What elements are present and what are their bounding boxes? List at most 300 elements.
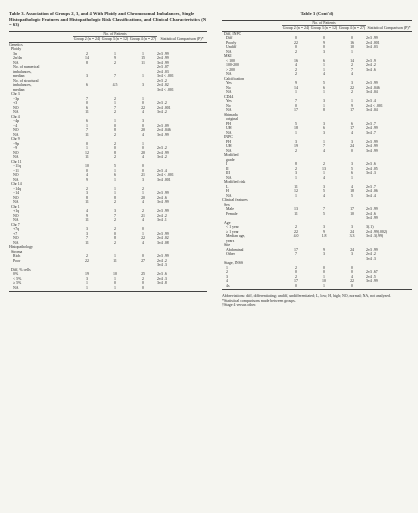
count-cell: 2: [114, 110, 116, 115]
count-cell: 27: [141, 258, 145, 263]
row-label: Chr 1: [11, 204, 20, 209]
row-label: 4: [226, 279, 228, 284]
count-cell: 1: [323, 103, 325, 108]
count-cell: 0: [323, 36, 325, 41]
row-label: median: [13, 74, 25, 79]
count-cell: 3: [323, 121, 325, 126]
count-cell: 9: [114, 56, 116, 61]
count-cell: 3: [323, 99, 325, 104]
row-label: Stroma: [11, 249, 23, 254]
comparison-cell: 2v3 .99: [157, 209, 169, 214]
row-label: UH: [226, 126, 232, 131]
count-cell: 4: [323, 175, 325, 180]
right-data-table: [222, 20, 412, 291]
count-cell: 16: [294, 58, 298, 63]
comparison-cell: 2v3 .7: [366, 184, 376, 189]
count-cell: 2: [114, 218, 116, 223]
count-cell: 0: [142, 123, 144, 128]
count-cell: 6: [86, 119, 88, 124]
comparison-cell: 2v3 .99: [366, 81, 378, 86]
comparison-cell: 2v3 .2: [157, 101, 167, 106]
count-cell: 3: [142, 177, 144, 182]
comparison-cell: 2v4 .03: [157, 69, 169, 74]
count-cell: 3: [323, 184, 325, 189]
row-label: NA: [13, 177, 19, 182]
count-cell: 21: [141, 213, 145, 218]
count-cell: 6: [86, 105, 88, 110]
comparison-cell: 2v4 .046: [366, 85, 380, 90]
count-cell: 1: [114, 177, 116, 182]
row-label: NA: [226, 193, 232, 198]
count-cell: 4: [323, 148, 325, 153]
row-label: Histopathology: [9, 245, 33, 250]
count-cell: 7: [323, 144, 325, 149]
count-cell: 11: [141, 60, 145, 65]
row-label: median: [13, 87, 25, 92]
count-cell: 20: [141, 128, 145, 133]
comparison-cell: 2v3 .6: [366, 162, 376, 167]
row-label: ≥ 1 year: [226, 229, 239, 234]
count-cell: 22: [350, 279, 354, 284]
comparison-cell: 3v4 .3(.99): [366, 234, 384, 239]
count-cell: 17: [294, 279, 298, 284]
comparison-cell: 3v4 .3: [157, 263, 167, 268]
row-label: NO: [13, 128, 19, 133]
count-cell: 0: [295, 45, 297, 50]
row-label: −9p: [13, 141, 20, 146]
count-cell: 17: [350, 207, 354, 212]
count-cell: 3: [351, 252, 353, 257]
count-cell: 3: [351, 139, 353, 144]
count-cell: 6: [323, 126, 325, 131]
count-cell: 24: [350, 229, 354, 234]
row-label: Chr 9: [11, 137, 20, 142]
count-cell: 0: [295, 283, 297, 288]
count-cell: 18: [294, 126, 298, 131]
row-label: H: [226, 189, 229, 194]
count-cell: 10: [85, 164, 89, 169]
comparison-cell: 3v4 .7: [366, 130, 376, 135]
row-label: Chr 7: [11, 222, 20, 227]
row-label: +3: [13, 101, 18, 106]
count-cell: 5: [351, 193, 353, 198]
count-cell: 4: [351, 130, 353, 135]
right-table-panel: [212, 0, 418, 308]
row-label: Median age,: [226, 234, 246, 239]
comparison-cell: 2v3 .09: [157, 123, 169, 128]
footnote-line: *Statistical comparisons made between groups.: [222, 298, 296, 303]
row-label: < 1 year: [226, 225, 239, 230]
count-cell: 4: [142, 110, 144, 115]
count-cell: 1: [351, 175, 353, 180]
count-cell: 2: [142, 186, 144, 191]
left-table-panel: [0, 0, 208, 292]
comparison-cell: 2v3 .67: [366, 270, 378, 275]
column-header: Group 3 (n = 12): [101, 37, 129, 42]
count-cell: 2: [114, 60, 116, 65]
count-cell: 2: [114, 155, 116, 160]
count-cell: 0: [295, 36, 297, 41]
count-cell: 1: [323, 171, 325, 176]
count-cell: 19: [294, 144, 298, 149]
count-cell: 0: [142, 254, 144, 259]
row-label: MKI: [224, 54, 232, 59]
row-label: FH: [226, 121, 231, 126]
row-label: NO: [13, 150, 19, 155]
row-label: Rich: [13, 254, 21, 259]
row-label: NA: [226, 148, 232, 153]
count-cell: 1: [142, 141, 144, 146]
count-cell: 2: [295, 49, 297, 54]
count-cell: 3: [351, 162, 353, 167]
count-cell: 1: [86, 285, 88, 290]
count-cell: 9: [86, 177, 88, 182]
column-header: Group 2 (n = 24): [73, 37, 101, 42]
comparison-cell: 2v4 .02: [157, 236, 169, 241]
count-cell: 1: [142, 51, 144, 56]
count-cell: 25: [141, 272, 145, 277]
count-cell: 1: [114, 119, 116, 124]
count-cell: 19: [85, 272, 89, 277]
count-cell: 1: [323, 90, 325, 95]
table-title-continued: Table 3 (Cont'd): [300, 11, 334, 16]
comparison-cell: 3v4 .08: [157, 240, 169, 245]
comparison-cell: 3v4 < .001: [157, 87, 174, 92]
count-cell: 3: [295, 171, 297, 176]
row-label: < 5%: [13, 276, 22, 281]
row-label: imbalances,: [13, 69, 32, 74]
row-label: CD44: [224, 94, 234, 99]
count-cell: 2: [114, 96, 116, 101]
column-header: Group 2 (n = 24): [282, 26, 310, 31]
row-label: Sex: [224, 202, 230, 207]
row-label: Diff, INPC: [224, 31, 242, 36]
row-label: +1q: [13, 209, 20, 214]
row-label: 3n: [13, 51, 17, 56]
comparison-cell: 2v4 .5: [366, 274, 376, 279]
count-cell: 1: [114, 191, 116, 196]
comparison-cell: 2v4 .6: [157, 195, 167, 200]
count-cell: 0: [142, 146, 144, 151]
count-cell: 12: [85, 150, 89, 155]
count-cell: 1: [86, 281, 88, 286]
row-label: Chr 11: [11, 159, 22, 164]
row-label: UH: [226, 144, 232, 149]
count-cell: 2: [295, 166, 297, 171]
count-cell: 7: [295, 99, 297, 104]
count-cell: 3: [86, 227, 88, 232]
count-cell: 2: [86, 186, 88, 191]
comparison-cell: 3v4 .001: [157, 177, 171, 182]
count-cell: 10: [322, 279, 326, 284]
row-label: +7q: [13, 227, 20, 232]
row-label: No. of numerical: [13, 65, 40, 70]
row-label: NA: [226, 108, 232, 113]
count-cell: 4: [142, 218, 144, 223]
footnote-line: Abbreviations: diff, differentiating; undiff, undifferentiated; L, low; H, high; NO, normal; NA, not analyzed.: [222, 294, 391, 299]
comparison-cell: 2v4 .02: [157, 83, 169, 88]
comparison-cell: 2v4 .99(.002): [366, 229, 388, 234]
count-cell: 1: [142, 231, 144, 236]
count-cell: 3: [142, 119, 144, 124]
row-label: FH: [226, 139, 231, 144]
count-cell: 1: [323, 63, 325, 68]
count-cell: 1: [323, 67, 325, 72]
count-cell: 1: [142, 74, 144, 79]
comparison-cell: 2v3 .99: [366, 247, 378, 252]
count-cell: 11: [85, 218, 89, 223]
count-cell: 21: [141, 173, 145, 178]
row-label: −9: [13, 146, 18, 151]
row-label: L: [226, 184, 229, 189]
row-label: 3: [226, 274, 228, 279]
count-cell: 1: [114, 51, 116, 56]
comparison-cell: 3v4 .99: [157, 200, 169, 205]
count-cell: 3.3: [349, 234, 355, 239]
comparison-cell: 2v3 .7: [366, 121, 376, 126]
comparison-cell: 3v4 .4: [366, 193, 376, 198]
count-cell: 2: [295, 67, 297, 72]
count-cell: 5: [351, 166, 353, 171]
count-cell: 11: [85, 132, 89, 137]
count-cell: 5: [323, 189, 325, 194]
count-cell: 0: [142, 101, 144, 106]
row-label: > 200: [226, 67, 236, 72]
bottom-rule-row: [222, 288, 412, 290]
comparison-cell: 2v3 .4: [157, 168, 167, 173]
count-cell: 1: [323, 274, 325, 279]
comparison-cell: 2v4 .2: [366, 252, 376, 257]
comparison-cell: 2v4 < .001: [157, 173, 174, 178]
count-cell: 4: [86, 173, 88, 178]
comparison-cell: 2v3 .4: [366, 99, 376, 104]
count-cell: 20: [141, 150, 145, 155]
row-label: −14q: [13, 186, 22, 191]
count-cell: 3: [86, 231, 88, 236]
row-label: NA: [226, 49, 232, 54]
count-cell: 0: [142, 227, 144, 232]
row-label: 100-200: [226, 63, 239, 68]
row-label: Yes: [226, 99, 232, 104]
row-label: Site: [224, 243, 231, 248]
count-cell: 2: [142, 209, 144, 214]
count-cell: 2: [114, 227, 116, 232]
row-label: −3p: [13, 96, 20, 101]
comparison-cell: 2v4 .6: [366, 211, 376, 216]
row-label: NO: [13, 213, 19, 218]
row-label: 0%: [13, 272, 19, 277]
comparison-cell: 2v3 .99: [157, 254, 169, 259]
count-cell: 0: [295, 270, 297, 275]
comparison-cell: 2v3 .99: [366, 207, 378, 212]
row-label: NA: [13, 200, 19, 205]
count-cell: 1: [114, 186, 116, 191]
count-cell: 22: [85, 258, 89, 263]
row-label: INPC: [224, 135, 233, 140]
count-cell: 5: [323, 211, 325, 216]
column-header: Statistical Comparison (P)*: [367, 25, 411, 30]
row-label: +7: [13, 231, 18, 236]
count-cell: 2: [351, 63, 353, 68]
row-label: Diff: [226, 36, 233, 41]
row-label: NA: [226, 72, 232, 77]
row-label: NA: [226, 130, 232, 135]
left-data-table: [9, 31, 207, 293]
count-cell: 3: [114, 209, 116, 214]
count-cell: 4: [142, 200, 144, 205]
row-label: NA: [13, 132, 19, 137]
count-cell: 0: [351, 265, 353, 270]
row-label: Modified risk: [224, 180, 246, 185]
count-cell: 0: [86, 141, 88, 146]
count-cell: 0: [323, 270, 325, 275]
count-cell: 6: [86, 83, 88, 88]
count-cell: 7: [114, 105, 116, 110]
count-cell: 4: [295, 63, 297, 68]
count-cell: 1: [323, 283, 325, 288]
count-cell: 6: [323, 58, 325, 63]
count-cell: 0: [114, 123, 116, 128]
count-cell: 7: [323, 207, 325, 212]
row-label: Abdominal: [226, 247, 244, 252]
count-cell: 1: [351, 99, 353, 104]
count-cell: 9: [351, 103, 353, 108]
count-cell: 5: [323, 81, 325, 86]
comparison-cell: 3v4 .8: [157, 281, 167, 286]
count-cell: 10: [113, 272, 117, 277]
count-cell: 17: [294, 247, 298, 252]
table-title: Table 3. Association of Groups 2, 3, and 4 With Ploidy and Chromosomal Imbalances, Single Histopathologic Features and Histopathologic Risk Classifications, and Clinical Characteristics (N = 63): [9, 11, 207, 28]
count-cell: 3: [295, 139, 297, 144]
count-cell: 4: [86, 209, 88, 214]
row-label: No. of structural: [13, 78, 39, 83]
count-cell: 6: [323, 85, 325, 90]
row-label: Modified: [224, 153, 239, 158]
count-cell: 15: [141, 56, 145, 61]
count-cell: 22: [294, 229, 298, 234]
row-label: Female: [226, 211, 238, 216]
row-label: Undiff: [226, 45, 237, 50]
count-cell: 3: [86, 191, 88, 196]
count-cell: 14: [294, 85, 298, 90]
footnotes: [222, 294, 410, 308]
count-cell: 7: [351, 67, 353, 72]
row-label: 2: [226, 270, 228, 275]
comparison-cell: 3v4 .04: [366, 108, 378, 113]
count-cell: 12: [294, 189, 298, 194]
count-cell: 24: [350, 144, 354, 149]
row-label: original: [226, 117, 239, 122]
row-label: imbalances,: [13, 83, 32, 88]
count-cell: 22: [294, 40, 298, 45]
count-cell: 17: [350, 108, 354, 113]
count-cell: 1: [86, 123, 88, 128]
row-label: Chr 3: [11, 92, 20, 97]
count-cell: 8: [295, 162, 297, 167]
comparison-cell: 2v4 .2: [157, 258, 167, 263]
count-cell: 24: [350, 247, 354, 252]
count-cell: 7: [295, 252, 297, 257]
count-cell: 8: [323, 108, 325, 113]
count-cell: 14: [350, 58, 354, 63]
comparison-cell: 2v4 .2: [157, 213, 167, 218]
count-cell: 1: [114, 101, 116, 106]
count-cell: 17: [350, 126, 354, 131]
count-cell: 1: [114, 168, 116, 173]
count-cell: 3: [323, 252, 325, 257]
count-cell: 4.5: [112, 83, 118, 88]
count-cell: 7: [114, 74, 116, 79]
comparison-cell: 2v3 .07: [157, 65, 169, 70]
row-label: NA: [226, 90, 232, 95]
comparison-cell: 2v3 .99: [157, 231, 169, 236]
count-cell: 3: [86, 276, 88, 281]
count-cell: 11: [85, 110, 89, 115]
row-label: 4s: [226, 283, 230, 288]
row-label: −4: [13, 123, 18, 128]
count-cell: 8: [86, 195, 88, 200]
count-cell: 1: [295, 193, 297, 198]
count-cell: 3: [351, 81, 353, 86]
count-cell: 13: [322, 166, 326, 171]
count-cell: 4: [142, 132, 144, 137]
column-header: Statistical Comparison (P)*: [157, 37, 207, 43]
count-cell: 2: [323, 162, 325, 167]
comparison-cell: 2v3 .2: [157, 146, 167, 151]
count-cell: 0: [142, 164, 144, 169]
comparison-cell: 2v3 .99: [157, 191, 169, 196]
comparison-cell: 3v4 .99: [157, 132, 169, 137]
count-cell: 0: [351, 270, 353, 275]
count-cell: 9: [323, 229, 325, 234]
count-cell: 8: [86, 60, 88, 65]
row-label: Age: [224, 220, 231, 225]
row-label: Genetics: [9, 42, 23, 47]
bottom-rule: [222, 288, 412, 290]
row-label: grade: [226, 157, 235, 162]
count-cell: 1: [142, 96, 144, 101]
bottom-rule: [9, 290, 207, 292]
column-header: Group 4 (n = 27): [129, 37, 157, 42]
count-cell: 0: [295, 103, 297, 108]
count-cell: 3: [323, 49, 325, 54]
row-label: ≥ 5%: [13, 281, 22, 286]
bottom-rule-row: [9, 290, 207, 292]
count-cell: 2: [114, 132, 116, 137]
count-cell: 4: [142, 155, 144, 160]
comparison-cell: 2v4 .2: [366, 63, 376, 68]
comparison-cell: 2v4 < .001: [366, 103, 383, 108]
comparison-cell: 3v4 .2: [157, 110, 167, 115]
count-cell: 22: [350, 85, 354, 90]
row-label: III: [226, 171, 230, 176]
count-cell: 1: [295, 175, 297, 180]
comparison-cell: 3(.1): [366, 225, 374, 230]
row-label: NO: [13, 173, 19, 178]
comparison-cell: 2v4 .99: [157, 56, 169, 61]
count-cell: 17: [294, 108, 298, 113]
count-cell: 8: [114, 236, 116, 241]
row-label: NA: [13, 285, 19, 290]
row-label: No: [226, 85, 231, 90]
count-cell: 22: [141, 236, 145, 241]
comparison-cell: 2v4 .001: [157, 105, 171, 110]
footnote-line: †Stage 4 versus other.: [222, 303, 257, 308]
count-cell: 2: [86, 51, 88, 56]
count-cell: 10: [350, 45, 354, 50]
count-cell: 1: [114, 254, 116, 259]
row-label: NA: [226, 175, 232, 180]
